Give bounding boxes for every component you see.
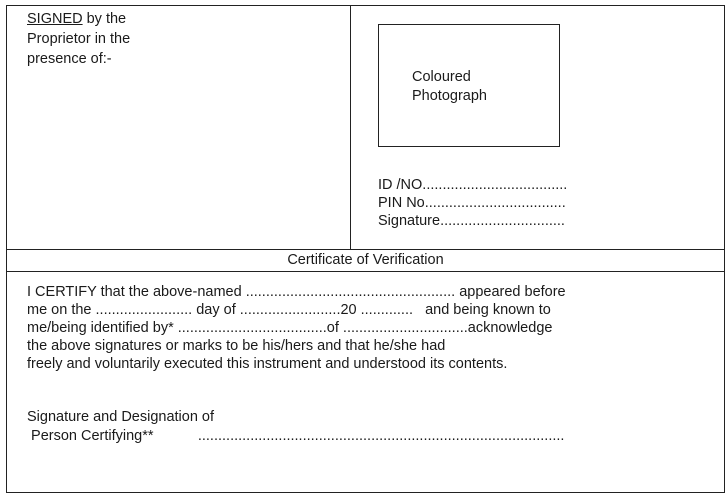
id-no-field: ID /NO....................................: [378, 177, 568, 193]
person-certifying-line: Person Certifying** ...........................................................................................: [27, 428, 565, 444]
id-fields: [378, 176, 567, 230]
photo-label-line-1: Coloured: [412, 69, 471, 85]
signature-designation-label: Signature and Designation of: [27, 409, 215, 425]
signed-rest: by the: [82, 11, 127, 27]
form-frame: [6, 5, 725, 493]
signed-statement: [27, 9, 130, 69]
pin-no-field: PIN No...................................: [378, 195, 566, 211]
signed-line-2: Proprietor in the: [27, 31, 131, 47]
certificate-title: Certificate of Verification: [7, 249, 724, 272]
photograph-label: [412, 68, 487, 106]
signed-line-3: presence of:-: [27, 51, 112, 67]
certifier-signature-block: [27, 408, 564, 446]
signed-word: SIGNED: [27, 11, 83, 27]
certificate-line: the above signatures or marks to be his/hers and that he/she had: [27, 338, 446, 354]
certificate-line: freely and voluntarily executed this instrument and understood its contents.: [27, 356, 508, 372]
photo-label-line-2: Photograph: [412, 88, 487, 104]
photograph-box: [378, 24, 560, 147]
certificate-line: me on the ........................ day of .........................20 ............. and being known to: [27, 302, 551, 318]
certificate-line: me/being identified by* .....................................of ...............................acknowledge: [27, 320, 553, 336]
signed-section: [7, 6, 351, 249]
signature-field: Signature...............................: [378, 213, 565, 229]
certificate-line: I CERTIFY that the above-named .................................................... appeared before: [27, 284, 566, 300]
certificate-body: [27, 283, 566, 373]
photo-section: [351, 6, 724, 249]
